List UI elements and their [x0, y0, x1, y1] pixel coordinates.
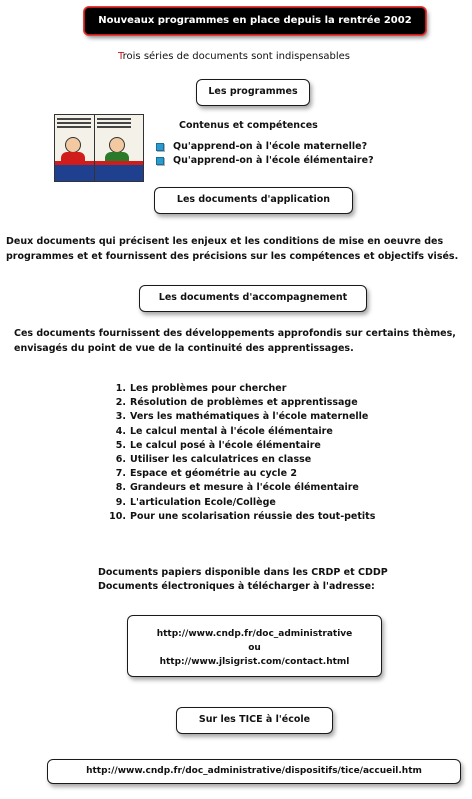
- documents-accompagnement-button[interactable]: Les documents d'accompagnement: [139, 285, 367, 312]
- link-jlsigrist-contact[interactable]: http://www.jlsigrist.com/contact.html: [159, 657, 350, 667]
- list-item[interactable]: 8. Grandeurs et mesure à l'école élémentaire: [115, 482, 359, 494]
- tice-button[interactable]: Sur les TICE à l'école: [176, 707, 333, 734]
- contenus-heading: Contenus et compétences: [179, 120, 318, 131]
- bullet-square-icon: [156, 143, 164, 151]
- list-item[interactable]: 5. Le calcul posé à l'école élémentaire: [115, 439, 321, 451]
- list-item[interactable]: 4. Le calcul mental à l'école élémentaire: [115, 425, 333, 437]
- link-elementaire-label: Qu'apprend-on à l'école élémentaire?: [173, 155, 374, 166]
- link-maternelle[interactable]: [156, 140, 374, 154]
- programmes-button[interactable]: Les programmes: [196, 79, 310, 106]
- accompagnement-description: Ces documents fournissent des développements approfondis sur certains thèmes, envisagés du point de vue de la continuité des apprentissages.: [14, 328, 456, 354]
- link-cndp-doc-administrative[interactable]: http://www.cndp.fr/doc_administrative: [156, 629, 353, 639]
- book-cover-elementaire-image: [94, 114, 144, 182]
- intro-text: [118, 51, 350, 62]
- programme-book-covers: [54, 114, 144, 184]
- download-links-box: [127, 615, 382, 677]
- links-separator: ou: [248, 643, 261, 653]
- programmes-link-list: [156, 140, 374, 168]
- list-item[interactable]: 1. Les problèmes pour chercher: [115, 383, 287, 394]
- link-elementaire[interactable]: [156, 154, 374, 168]
- link-maternelle-label: Qu'apprend-on à l'école maternelle?: [173, 141, 368, 152]
- accompagnement-document-list: [106, 382, 375, 524]
- documents-availability-text: [98, 566, 388, 594]
- list-item[interactable]: 10. Pour une scolarisation réussie des tout-petits: [109, 510, 376, 522]
- documents-application-button[interactable]: Les documents d'application: [154, 187, 353, 214]
- intro-rest: rois séries de documents sont indispensables: [122, 51, 351, 62]
- intro-drop-letter: T: [118, 51, 123, 62]
- bullet-square-icon: [156, 157, 164, 165]
- tice-url-link[interactable]: http://www.cndp.fr/doc_administrative/dispositifs/tice/accueil.htm: [47, 759, 461, 784]
- book-cover-maternelle-image: [54, 114, 96, 182]
- list-item[interactable]: 6. Utiliser les calculatrices en classe: [115, 454, 312, 466]
- list-item[interactable]: 2. Résolution de problèmes et apprentissage: [115, 397, 358, 409]
- list-item[interactable]: 3. Vers les mathématiques à l'école maternelle: [115, 411, 369, 423]
- list-item[interactable]: 7. Espace et géométrie au cycle 2: [115, 468, 297, 480]
- documents-electronic-line: Documents électroniques à télécharger à l'adresse:: [98, 581, 375, 592]
- application-description: Deux documents qui précisent les enjeux et les conditions de mise en oeuvre des programmes et et fournissent des précisions sur les compétences et objectifs visés.: [6, 236, 459, 262]
- list-item[interactable]: 9. L'articulation Ecole/Collège: [115, 496, 276, 508]
- page-banner: Nouveaux programmes en place depuis la rentrée 2002: [84, 7, 426, 35]
- documents-paper-line: Documents papiers disponible dans les CRDP et CDDP: [98, 567, 388, 578]
